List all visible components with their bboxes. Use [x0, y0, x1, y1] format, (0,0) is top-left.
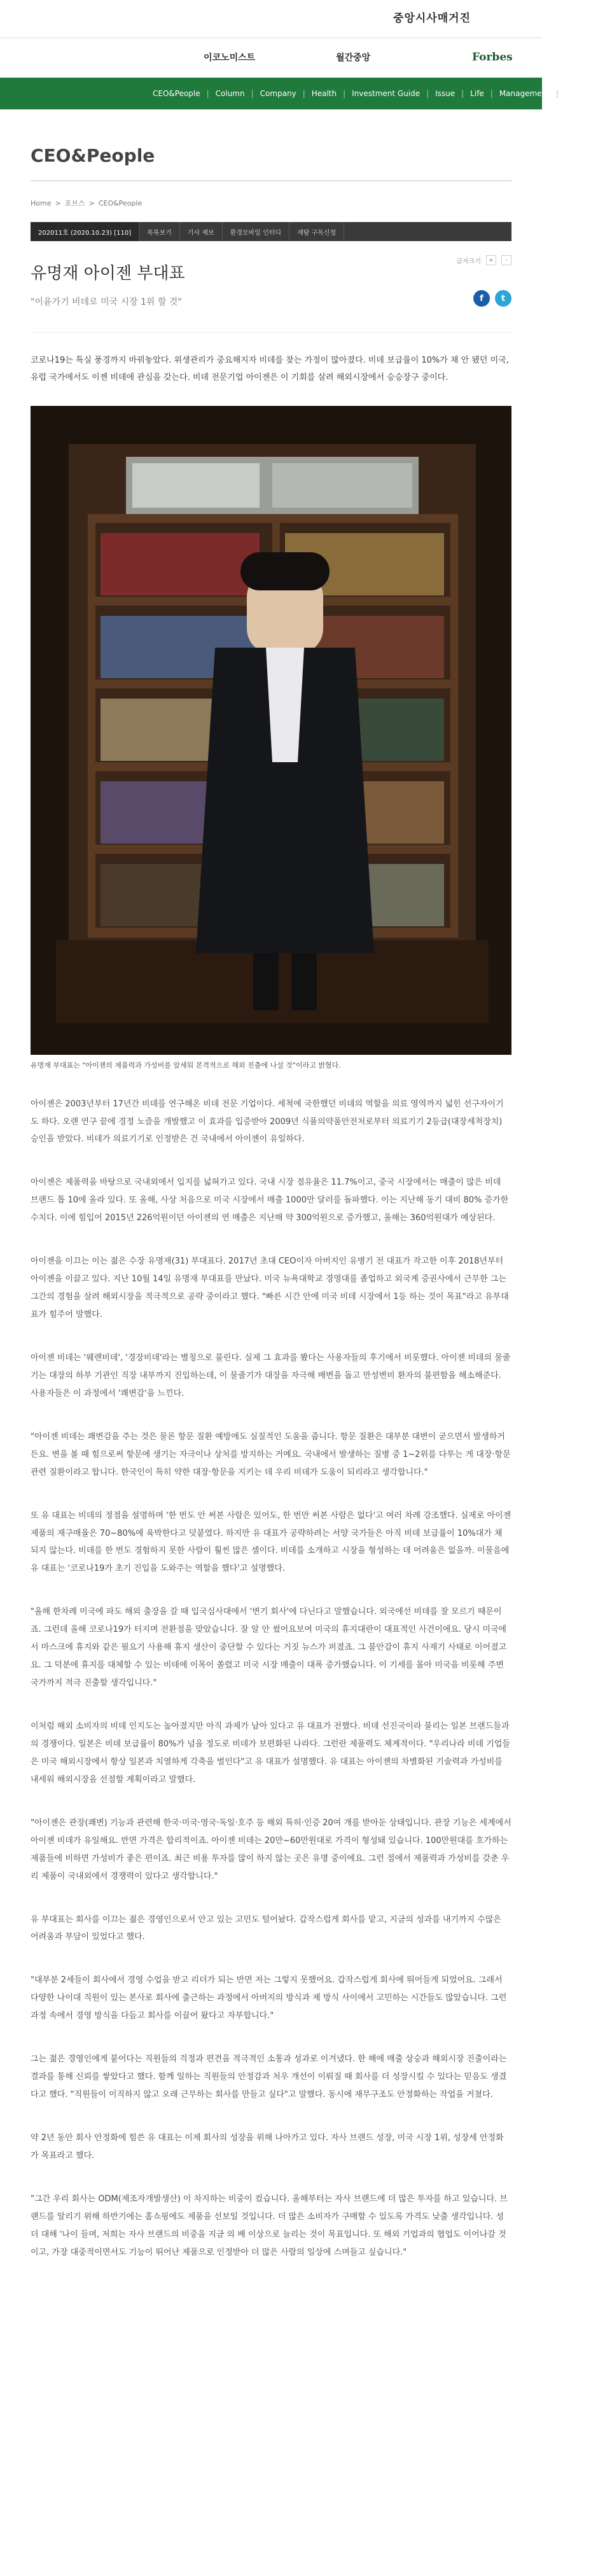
cat-health[interactable]: | Health: [304, 89, 344, 98]
publication-nav: [0, 38, 542, 78]
breadcrumb-separator: >: [55, 198, 61, 207]
article-paragraph: 유 부대표는 회사를 이끄는 젊은 경영인으로서 안고 있는 고민도 털어놨다. 갑작스럽게 회사를 맡고, 지금의 성과를 내기까지 수많은 어려움과 부담이 있었다고 했다.: [31, 1914, 501, 1942]
article-paragraph: "아이젠 비데는 쾌변감을 주는 것은 물론 항문 질환 예방에도 실질적인 도움을 줍니다. 항문 질환은 대부분 대변이 굳으면서 발생하거든요. 변을 볼 때 힘으로써 항문에 생기는 자극이나 상처를 방지하는 거예요. 국내에서 발생하는 질병 중 1~2위를 다투는 게 대장·항문 관련 질환이라고 합니다. 한국인이 특히 약한 대장·항문을 지키는 데 우리 비데가 도움이 되리라고 생각합니다.": [31, 1431, 511, 1477]
article-paragraph: "그간 우리 회사는 ODM(제조자개발생산) 이 차지하는 비중이 컸습니다. 올해부터는 자사 브랜드에 더 많은 투자를 하고 있습니다. 브랜드를 알리기 위해 하반기에는 홈쇼핑에도 제품을 선보일 것입니다. 더 많은 소비자가 구매할 수 있도록 가격도 낮출 생각입니다. 성 더 대해 '나이 들며, 저희는 자사 브랜드의 비중을 지금 의 배 이상으로 늘리는 것이 목표입니다. 또 해외 기업과의 협업도 이어나갈 것이고, 가장 대중적이면서도 기능이 뛰어난 제품으로 인정받아 더 많은 사람의 일상에 스며들고 싶습니다.": [31, 2194, 508, 2257]
article-paragraph: 아이젠은 2003년부터 17년간 비데를 연구해온 비데 전문 기업이다. 세척에 국한했던 비데의 역할을 의료 영역까지 넓힌 선구자이기도 하다. 오랜 연구 끝에 경정 노즐을 개발했고 이 효과를 입증받아 2009년 식품의약품안전처로부터 의료기기 2등급(대장세척장치) 승인을 받았다. 비데가 의료기기로 인정받은 건 국내에서 아이젠이 유일하다.: [31, 1099, 504, 1145]
pub-forbes-link[interactable]: Forbes: [472, 51, 513, 64]
list-view-button[interactable]: 목록보기: [139, 222, 180, 241]
breadcrumb-home[interactable]: Home: [31, 198, 52, 207]
article-subtitle: "이윤가기 비데로 미국 시장 1위 할 것": [31, 297, 182, 307]
cat-issue[interactable]: | Issue: [428, 89, 462, 98]
cat-investment-guide[interactable]: | Investment Guide: [344, 89, 428, 98]
breadcrumb-ceo-people[interactable]: CEO&People: [98, 198, 143, 207]
cat-company[interactable]: | Company: [253, 89, 304, 98]
article-paragraph: 약 2년 동안 회사 안정화에 힘쓴 유 대표는 이제 회사의 성장을 위해 나아가고 있다. 자사 브랜드 성장, 미국 시장 1위, 성장세 안정화가 목표라고 했다.: [31, 2133, 504, 2161]
article-paragraph: "올해 한차례 미국에 파도 해외 출장을 갈 때 입국심사대에서 '변기 회사'에 다닌다고 말했습니다. 외국에선 비데를 잘 모르기 때문이죠. 그런데 올해 코로나19가 터지며 전환점을 맞았습니다. 잘 알 안 썼어요보여 미국의 휴지대란이 대표적인 사건이에요. 당시 미국에서 마스크에 휴지와 같은 필요기 사용해 휴지 생산이 중단할 수 있다는 거짓 뉴스가 퍼졌죠. 그 불안감이 휴지 사재기 사태로 이어졌고요. 그 덕분에 휴지를 대체할 수 있는 비데에 이목이 쏠렸고 미국 시장 매출이 대폭 증가했습니다. 이 기세를 몰아 미국을 비롯해 주변 국가까지 적극 진출할 생각입니다.": [31, 1607, 507, 1688]
top-header: [0, 0, 542, 38]
article-paragraph: "아이젠은 관장(쾌변) 기능과 관련해 한국·미국·영국·독일·호주 등 해외 특허·인증 20여 개를 받아둔 상태입니다. 관장 기능은 세계에서 아이젠 비데가 유일해요. 반면 가격은 합리적이죠. 아이젠 비데는 20만~60만원대로 가격이 형성돼 있습니다. 100만원대를 호가하는 제품들에 비하면 가성비가 좋은 편이죠. 최근 비용 투자를 많이 하지 않는 곳은 유명 중이에요. 그런 점에서 제품력과 가성비를 갖춘 우리 제품이 국내외에서 경쟁력이 있다고 생각합니다.": [31, 1818, 511, 1881]
mobile-view-button[interactable]: 환경모바일 인터디: [223, 222, 289, 241]
report-tip-button[interactable]: 기사 제보: [180, 222, 223, 241]
article-paragraph: 이처럼 해외 소비자의 비데 인지도는 높아졌지만 아직 과제가 남아 있다고 유 대표가 전했다. 비데 선진국이라 불리는 일본 브랜드들과의 경쟁이다. 일본은 비데 보급률이 80%가 넘을 정도로 비데가 보편화된 나라다. 그런란 제품력도 체계적이다. "우리나라 비데 기업들은 미국 해외시장에서 항상 일본과 치열하게 각축을 벌인다"고 유 대표가 설명했다. 유 대표는 아이젠의 차별화된 기술력과 가성비를 내세워 해외시장을 선점할 계획이라고 말했다.: [31, 1722, 510, 1785]
breadcrumb-separator: >: [88, 198, 95, 207]
cat-column[interactable]: | Column: [208, 89, 253, 98]
cat-life[interactable]: | Life: [462, 89, 492, 98]
photo-caption: 유명재 부대표는 "아이젠의 제품력과 가성비를 앞세워 본격적으로 해외 진출에 나설 것"이라고 밝혔다.: [31, 1061, 341, 1069]
portrait-photo-illustration: [31, 406, 511, 1055]
article-paragraph: 그는 젊은 경영인에게 붙어다는 직원들의 걱정과 편견을 적극적인 소통과 성과로 이겨냈다. 한 해에 매출 상승과 해외시장 진출이라는 결과를 통해 신뢰를 쌓았다고 했다. 함께 일하는 직원들의 안정감과 처우 개선이 이뤄질 때 회사를 더 성장시킬 수 있다는 믿음도 생겼다고 했다. "직원들이 이직하지 않고 오래 근무하는 회사를 만들고 싶다"고 말했다. 동시에 재무구조도 안정화하는 작업을 거쳤다.: [31, 2054, 507, 2100]
twitter-icon[interactable]: t: [495, 290, 511, 307]
font-increase-button[interactable]: +: [486, 255, 496, 265]
facebook-icon[interactable]: f: [473, 290, 490, 307]
pub-economist-link[interactable]: 이코노미스트: [204, 53, 256, 63]
pub-monthly-link[interactable]: 월간중앙: [336, 53, 371, 63]
article-meta-bar: [31, 222, 511, 241]
content-area: [0, 145, 542, 2262]
subscribe-button[interactable]: 재탐 구독신청: [289, 222, 344, 241]
issue-date: 202011호 (2020.10.23) [110]: [31, 222, 139, 241]
article-photo: [31, 406, 511, 1055]
category-nav: [0, 78, 590, 109]
article-paragraph: 아이젠은 제품력을 바탕으로 국내외에서 입지를 넓혀가고 있다. 국내 시장 점유율은 11.7%이고, 중국 시장에서는 매출이 많은 비데 브랜드 톱 10에 올라 있다. 또 올해, 사상 처음으로 미국 시장에서 매출 1000만 달러를 돌파했다. 이는 지난해 동기 대비 80% 증가한 수치다. 이에 힘입어 2015년 226억원이던 아이젠의 연 매출은 지난해 약 300억원으로 증가했고, 올해는 360억원대가 예상된다.: [31, 1178, 509, 1223]
article-paragraph: 아이젠 비데는 '웨렌비데', '경장비데'라는 별칭으로 불린다. 실제 그 효과를 봤다는 사용자들의 후기에서 비롯했다. 아이젠 비데의 물줄기는 대장의 하부 기관인 직장 내부까지 진입하는데, 이 물줄기가 대장을 자극해 배변을 돕고 만성변비 환자의 불편함을 해소해준다. 사용자들은 이 과정에서 '쾌변감'을 느낀다.: [31, 1353, 511, 1398]
cat-management[interactable]: | Management: [492, 89, 557, 98]
font-decrease-button[interactable]: -: [501, 255, 511, 265]
breadcrumb: [31, 198, 511, 208]
cat-ceo-people[interactable]: CEO&People: [153, 89, 200, 98]
article-lead: 코로나19는 특실 풍경까지 바꿔놓았다. 위생관리가 중요해지자 비데를 찾는 가정이 많아졌다. 비데 보급률이 10%가 채 안 됐던 미국, 유럽 국가에서도 이젠 비데에 관심을 갖는다. 비데 전문기업 아이젠은 이 기회를 살려 해외시장에서 승승장구 중이다.: [31, 332, 511, 387]
section-title: CEO&People: [31, 145, 511, 181]
article-paragraph: 아이젠을 이끄는 이는 젊은 수장 유명재(31) 부대표다. 2017년 초대 CEO이자 아버지인 유병기 전 대표가 작고한 이후 2018년부터 아이젠을 이끌고 있다. 지난 10월 14일 유명재 부대표를 만났다. 미국 뉴욕대학교 경영대를 졸업하고 외국계 증권사에서 근무한 그는 그간의 경험을 살려 해외시장을 적극적으로 공략 중이라고 했다. "빠른 시간 안에 미국 비데 시장에서 1등 하는 것이 목표"라고 유부대표가 힘주어 말했다.: [31, 1257, 509, 1320]
article-paragraph: 또 유 대표는 비데의 정점을 설명하며 '한 번도 안 써본 사람은 있어도, 한 번만 써본 사람은 없다'고 여러 차례 강조했다. 실제로 아이젠 제품의 재구매율은 70~80%에 육박한다고 덧붙였다. 하지만 유 대표가 공략하려는 서양 국가들은 아직 비데 보급률이 10%대가 채 되지 않는다. 비데를 한 번도 경험하지 못한 사람이 훨씬 많은 셈이다. 비데를 소개하고 시장을 형성하는 데 어려움은 없을까. 이물음에 유 대표는 '코로나19가 초기 진입을 도와주는 역할을 했다'고 설명했다.: [31, 1510, 511, 1574]
site-brand[interactable]: 중앙시사매거진: [393, 12, 471, 25]
article-body: [31, 1096, 511, 2262]
breadcrumb-forbes[interactable]: 포브스: [64, 199, 85, 207]
font-size-label: 글자크기: [456, 258, 481, 265]
article-title: 유명재 아이젠 부대표: [31, 264, 185, 283]
cat-money[interactable]: | Money: [557, 89, 598, 98]
article-paragraph: "대부분 2세들이 회사에서 경영 수업을 받고 리더가 되는 반면 저는 그렇지 못했어요. 갑작스럽게 회사에 뛰어들게 되었어요. 그래서 다양한 나이대 직원이 있는 본사로 회사에 출근하는 과정에서 아버지의 방식과 제 방식 사이에서 고민하는 시간들도 많았습니다. 그런 과정 속에서 경영 방식을 다듬고 회사를 이끌어 왔다고 자부합니다.": [31, 1975, 507, 2021]
